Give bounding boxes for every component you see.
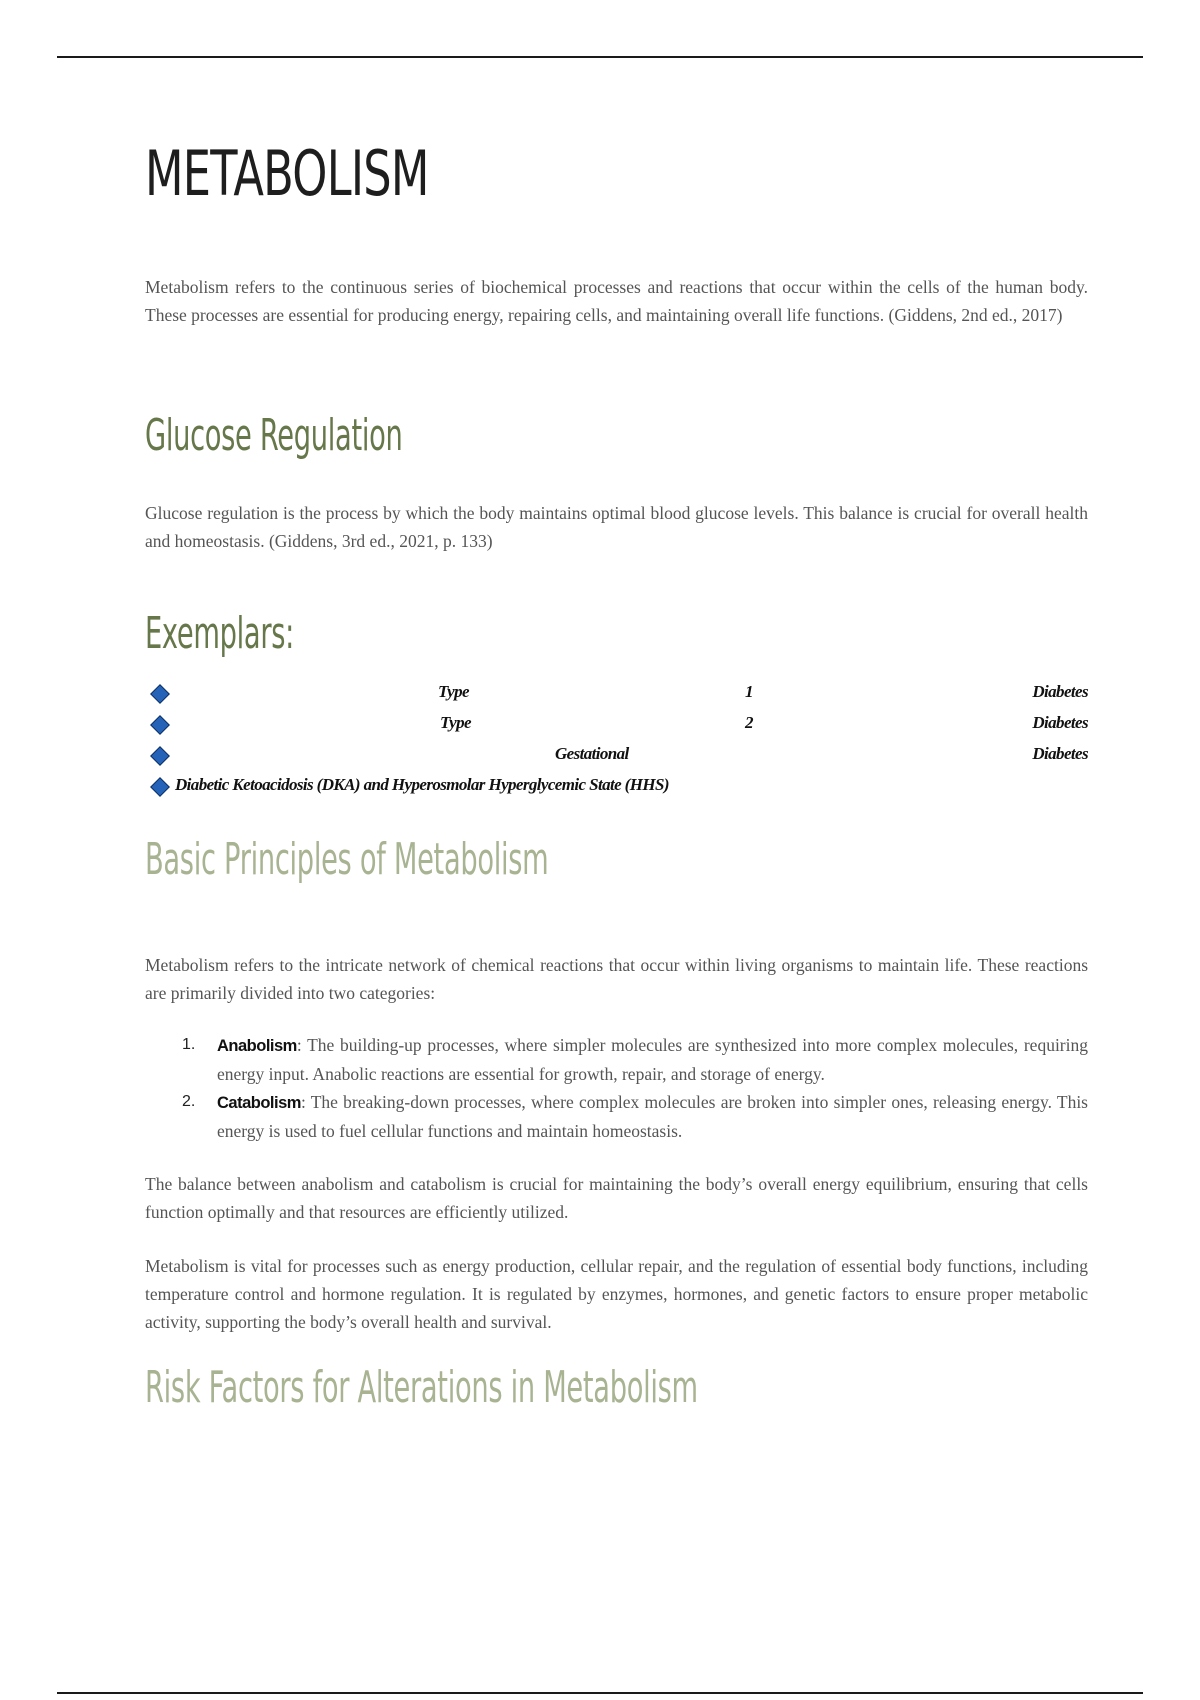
glucose-regulation-paragraph: Glucose regulation is the process by which the body maintains optimal blood glucose levels. This balance is crucial for overall health and homeostasis. (Giddens, 3rd ed., 2021, p. 133)	[145, 503, 1088, 551]
diamond-bullet-icon	[150, 684, 170, 704]
definition-text: : The breaking-down processes, where complex molecules are broken into simpler ones, releasing energy. This energy is used to fuel cellular functions and maintain homeostasis.	[217, 1092, 1088, 1141]
exemplar-word: Type	[440, 713, 471, 732]
header-rule	[57, 56, 1143, 58]
vital-processes-paragraph: Metabolism is vital for processes such as energy production, cellular repair, and the regulation of essential body functions, including temperature control and hormone regulation. It is regulated by enzymes, hormones, and genetic factors to ensure proper metabolic activity, supporting the body’s overall health and survival.	[145, 1256, 1088, 1332]
list-item	[145, 713, 1088, 744]
footer-rule	[57, 1692, 1143, 1694]
exemplars-heading: Exemplars:	[145, 608, 295, 659]
list-item	[145, 1088, 1088, 1145]
list-number: 1.	[182, 1036, 196, 1053]
definition-text: : The building-up processes, where simpler molecules are synthesized into more complex molecules, requiring energy input. Anabolic reactions are essential for growth, repair, and storage of energy.	[217, 1035, 1088, 1084]
exemplar-word: Diabetes	[1032, 713, 1088, 732]
list-item	[145, 744, 1088, 775]
term-catabolism: Catabolism	[217, 1094, 301, 1112]
list-item	[145, 1031, 1088, 1088]
exemplar-word: Diabetes	[1032, 744, 1088, 763]
diamond-bullet-icon	[150, 777, 170, 797]
basic-principles-paragraph: Metabolism refers to the intricate network of chemical reactions that occur within living organisms to maintain life. These reactions are primarily divided into two categories:	[145, 955, 1088, 1003]
basic-principles-heading: Basic Principles of Metabolism	[145, 834, 549, 885]
metabolism-types-list	[145, 1031, 1088, 1145]
list-item	[145, 682, 1088, 713]
glucose-regulation-heading: Glucose Regulation	[145, 410, 403, 461]
diamond-bullet-icon	[150, 715, 170, 735]
intro-paragraph: Metabolism refers to the continuous series of biochemical processes and reactions that occur within the cells of the human body. These processes are essential for producing energy, repairing cells, and maintaining overall life functions. (Giddens, 2nd ed., 2017)	[145, 277, 1088, 325]
exemplar-number: 1	[745, 682, 753, 701]
list-number: 2.	[182, 1093, 196, 1110]
balance-paragraph: The balance between anabolism and catabolism is crucial for maintaining the body’s overall energy equilibrium, ensuring that cells function optimally and that resources are efficiently utilized.	[145, 1174, 1088, 1222]
list-item	[145, 775, 1088, 806]
exemplar-word: Gestational	[555, 744, 629, 763]
term-anabolism: Anabolism	[217, 1037, 297, 1055]
exemplar-word: Diabetes	[1032, 682, 1088, 701]
page-title: METABOLISM	[145, 137, 429, 210]
exemplars-list	[145, 682, 1088, 806]
risk-factors-heading: Risk Factors for Alterations in Metabolism	[145, 1362, 698, 1413]
exemplar-text: Diabetic Ketoacidosis (DKA) and Hyperosmolar Hyperglycemic State (HHS)	[175, 775, 669, 794]
exemplar-word: Type	[438, 682, 469, 701]
diamond-bullet-icon	[150, 746, 170, 766]
exemplar-number: 2	[745, 713, 753, 732]
